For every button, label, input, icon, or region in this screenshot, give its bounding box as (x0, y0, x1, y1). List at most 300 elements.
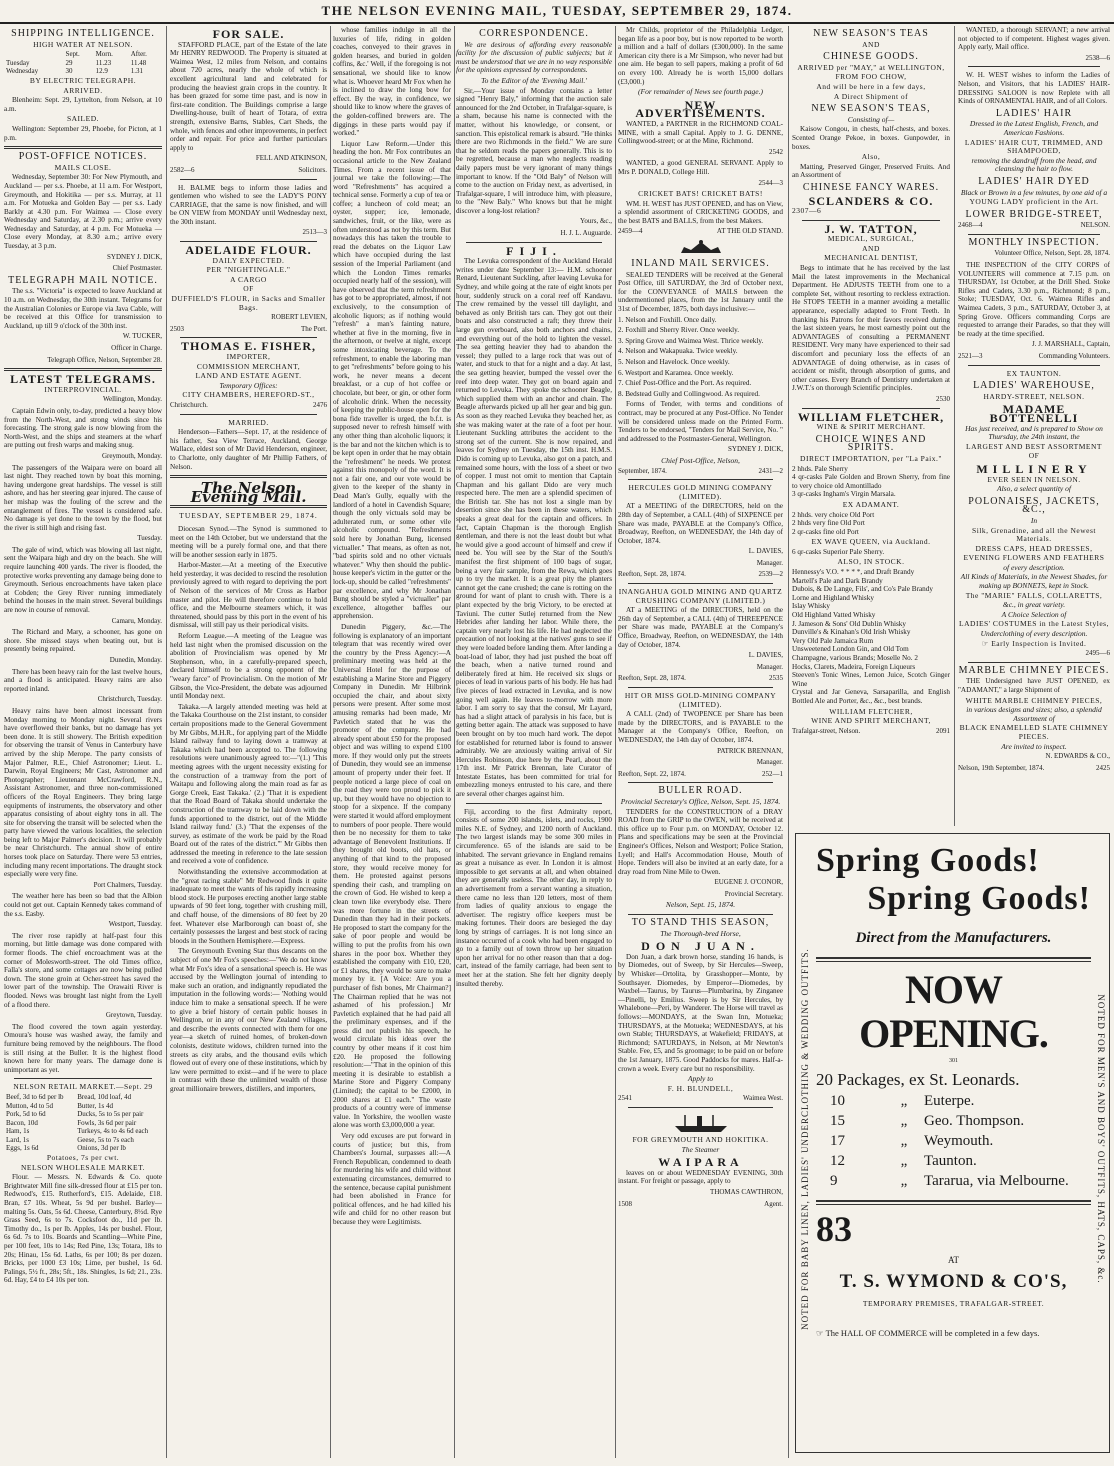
paper-title: The Nelson Evening Mail. (190, 479, 307, 506)
latest-telegrams-heading: LATEST TELEGRAMS. (10, 372, 156, 387)
divider (628, 687, 773, 688)
telegram-text: The gale of wind, which was blowing all last night, sent the Waipara high and dry on the beach. She will require launching 400 yards. The river is flooded, the protective works preventing any damage being done to Greymouth. Serious encroachments have taken place at Cobden; the Grey River running immediately behind the houses in the main street. Several buildings are now in course of removal. (4, 545, 162, 615)
sailed-text: Wellington: September 29, Phoebe, for Picton, at 1 p.m. (4, 124, 162, 142)
column-5 (618, 26, 783, 1456)
fisher-heading: THOMAS E. FISHER, (180, 339, 317, 354)
ad-place: NELSON. (1080, 221, 1110, 230)
fisher-line: LAND AND ESTATE AGENT. (195, 371, 302, 381)
telegram-text: Captain Edwin only, to-day, predicted a heavy blow from the North-West, and strong winds since his forecasting. The strong gale is now blowing from the North-West, and the ships and steamers at the wharf are putting out fresh warps and making snug. (4, 406, 162, 450)
sclanders-name: SCLANDERS & CO. (808, 193, 934, 208)
west-line: YOUNG LADY proficient in the Art. (969, 197, 1099, 207)
divider (180, 414, 317, 415)
column-rule (454, 26, 455, 1458)
bott-line: LARGEST AND BEST ASSORTMENT (966, 441, 1102, 451)
tide-table (4, 50, 162, 76)
price-cell: Bread, 10d loaf, 4d (77, 1092, 132, 1101)
wine-list: 6 qr-casks Superior Pale Sherry. (792, 547, 885, 556)
signature: Yours, &c., (580, 217, 612, 226)
ditto-mark: „ (900, 1093, 908, 1109)
inland-text: SEALED TENDERS will be received at the General Post Office, till SATURDAY, the 3rd of October next, for the CONVEYANCE of MAILS between the undermentioned places, from the 1st January until the 31st of December, 1875, both days inclusive:— (618, 270, 783, 314)
wholesale-market-heading: NELSON WHOLESALE MARKET. (20, 1162, 145, 1172)
balme-notice: H. BALME begs to inform those ladies and gentlemen who wished to see the LADY'S PONY CARRIAGE, that the same is now finished, and will be ON VIEW from MONDAY until Wednesday next, the 30th instant. (170, 183, 327, 226)
price-cell: Fowls, 3s 6d per pair (77, 1118, 137, 1127)
hit-or-miss-text: A CALL (2nd) of TWOPENCE per Share has been made by the DIRECTORS, and is PAYABLE to the Manager at the Company's Office, Reefton, on WEDNESDAY, the 14th day of October, 1874. (618, 710, 783, 744)
warehouse-heading: LADIES' WAREHOUSE, (973, 380, 1095, 392)
fletcher-ex: EX WAVE QUEEN, via Auckland. (811, 537, 931, 547)
fisher-line: COMMISSION MERCHANT, (196, 361, 301, 371)
price-cell: Ducks, 5s to 5s per pair (77, 1110, 144, 1119)
editorial-paragraph: Reform League.—A meeting of the League was held last night when the promised discussion on the abolition of Provincialism was opened by Mr Stephenson, who, in a carefully-prepared speech, declared himself to be a strong opponent of the "weary farce" of Provincialism. On the motion of Mr Gibson, the Vice-President, the debate was adjourned until Monday next. (170, 632, 327, 701)
greymouth-sub: The Steamer (681, 1144, 720, 1154)
tide-cell: 12.9 (95, 67, 108, 76)
news-paragraph: Mr Childs, proprietor of the Philadelphia Ledger, began life as a poor boy, but is now reported to be worth a million and a half of dollars (£300,000). In the same American city there is a Mr Simpson, who never had but one aim. He began to sell papers, making a profit of 6d on every 100. Already he is worth 15,000 dollars (£3,000.) (618, 26, 783, 86)
adelaide-cargo: OF (243, 284, 254, 294)
price-cell: Butter, 1s 4d (77, 1101, 113, 1110)
tide-cell: 1.31 (130, 67, 143, 76)
ad-number: 2495—6 (1085, 649, 1110, 658)
buller-text: TENDERS for the CONSTRUCTION of a DRAY ROAD from the GRIP to the OWEN, will be received at this office up to Four p.m. on MONDAY, October 12. Plans and specifications may be seen at the Provincial Engineer's Offices, Nelson and Westport; Police Station, Lyell; and Hall's Accommodation House, Mouth of Hope. Tenders will also be invited at an early date, for a dray road from Nine Mile to Owen. (618, 807, 783, 876)
crown-emblem-icon (676, 238, 726, 256)
telegram-text: The flood covered the town again yesterday. Omoura's house was washed away, the family and furniture being removed by the neighbours. The flood is still rising at the Buller. It is the highest flood known here for many years. The damage done is unimportant as yet. (4, 1022, 162, 1074)
ad-footer (618, 1200, 783, 1209)
signature: Nelson, 19th September, 1874. (958, 763, 1045, 772)
hall-note (816, 1328, 1091, 1338)
ad-footer (958, 352, 1110, 361)
ad-footer (618, 570, 783, 579)
column-rule (330, 26, 331, 1458)
list-item: 2. Foxhill and Sherry River. Once weekly. (618, 326, 740, 335)
tide-cell: Tuesday (6, 58, 30, 67)
masthead (0, 2, 1114, 24)
package-count: 15 (830, 1113, 845, 1129)
new-advertisements-heading: NEW ADVERTISEMENTS. (635, 97, 766, 121)
signature: Apply to (687, 1074, 714, 1084)
signature: Reefton, Sept. 28, 1874. (618, 570, 686, 579)
bott-line: &c., in great variety. (1002, 600, 1066, 610)
bott-line: DRESS CAPS, HEAD DRESSES, (975, 543, 1093, 553)
direct-from-manufacturers: Direct from the Manufacturers. (855, 930, 1052, 946)
teas-line: A Direct Shipment of (833, 91, 909, 101)
spring-goods-advert (795, 833, 1110, 1453)
editorial-paragraph: Notwithstanding the extensive accommodation at the "great racing stable" Mr Redwood finds it quite inadequate to meet the wants of his rapidly increasing blood stock. He purposes erecting another large stable upwards of 90 feet long, together with crushing mill, and chaff house, of the dimensions of 80 feet by 20 feet. Whatever else Marlborough can boast of, she certainly possesses the largest and best stock of racing bloods in the Southern Hemisphere.—Express. (170, 868, 327, 945)
bott-line: The "MARIE" FALLS, COLLARETTS, (965, 590, 1103, 600)
vertical-banner-right: NOTED FOR MEN'S AND BOYS' OUTFITS, HATS, CAPS, &c. (1096, 994, 1106, 1284)
teas-items: Kaisow Congou, in chests, half-chests, and boxes. Scented Orange Pekoe, in boxes. Gunpowder, in boxes. (792, 125, 950, 151)
telegram-text: Heavy rains have been almost incessant from Monday morning to Monday night. Several rivers have overflowed their banks, but no damage has yet been done. It is still showery. The British expedition for observing the transit of Venus in Canterbury have arrived by the ship Merope. The party consists of Major Palmer, R.E., Chief Astronomer; Lieut. L. Darwin, Royal Engineers; Mr Cast, Astronomer and Photographer; Lieutenant McCrawford, R.N., Assistant Astronomer, and three non-commissioned officers of the Royal Engineers. They bring large equipments of instruments, the observatory and other apparatus consisting of about eighty tons in all. The site for observing the transit will be selected when the party have viewed the various localities, the selection being left to Major Palmer's decision. It will probably be near Christchurch. The annual show of entire horses took place on Saturday. There were 53 entries, including many recent importations. The draught stock especially were very fine. (4, 706, 162, 879)
ad-footer (618, 770, 783, 779)
editorial-paragraph: Liquor Law Reform.—Under this heading the hon. Mr Fox contributes an occasional article to the New Zealand Times. From a recent issue of that journal we take the following:—The word "Refreshments" has acquired a technical sense. Formerly a cup of tea or coffee; a luncheon of cold meat; an oyster, supper; ice, lemonade, sandwiches, fruit, or the like, were as often understood as not by this term. But nowadays this has taken the trouble to read the debates on the Liquor Law which have occupied during the last session of the Imperial Parliament (and which the London Times remarks occupied nearly half of the session), will have observed that the term refreshment has got to be appropriated, almost, if not exclusively, to the consumption of alcoholic liquors; as if nothing would "refresh" a man's fainting nature, whether at five in the morning, five in the afternoon, or twelve at night, except some intoxicating beverage. To the refreshment, to enable the laboring man to get "refreshments" before going to his work, he never means a decent breakfast, or a cup of hot coffee or chocolate, but beer, or gin, or other form of alcoholic drink. When the necessity of keeping the public-house open for the bona fide traveller is urged, the b.f.t. is supposed never to refresh himself with any other thing than alcoholic liquors; it is the bar and not the kitchen which is to be kept open in order that he may obtain the "refreshment" he needs. We protest against this monopoly of the word. It is not a fair one, and our vote would be given to the keeper of the shanty in Dead Man's Gully, equally with the landlord of a hotel in Cavendish Square; though the only victuals sold may be adulterated rum, or some other vile alcoholic compound. "Refreshments sold here by Jonathan Bung, licensed victualler." That means, as often as not, "bad spirits sold and no other victuals whatever." Why then should the public-house keeper's victim in the gutter or the lock-up, should be called "refreshments" par excellence, and why Mr Jonathan Bung should be styled a "victualler" par excellence, altogether baffles our apprehension. (333, 139, 451, 621)
ad-number: 2091 (936, 726, 950, 735)
bott-line: Silk, Grenadine, and all the Newest Materials. (972, 525, 1096, 544)
ad-number: 2425 (1096, 763, 1110, 772)
signature: Solicitors. (298, 165, 327, 174)
tatton-text: Begs to intimate that he has received by the last Mail the latest improvements in the Mechanical Department. He ADJUSTS TEETH from one to a complete Set, without resorting to reckless extraction. He STOPS TEETH in a manner avoiding a metallic appearance, especially adapted to Front Teeth. In thanking his Patrons for their favors received during the last sixteen years, he most earnestly point out the ADVANTAGES of consulting a PERMANENT RESIDENT. Very many have experienced to their sad discomfort and pecuniary loss the effects of an ADVANTAGE of doing otherwise, as in cases of accident or misfit, through absorption of gums, and other causes. Every Branch of Dentistry undertaken at J.W.T.'s on thorough Scientific principles. (792, 264, 950, 393)
west-line: Dressed in the Latest English, French, and American Fashions. (969, 119, 1099, 137)
signature: Nelson, Sept. 15, 1874. (665, 900, 736, 910)
telegraph-mail-text: The s.s. "Victoria" is expected to leave Auckland at 10 a.m. on Wednesday, the 30th instant. Telegrams for the Australian Colonies or Europe via Java Cable, will be received at this Office for transmission to Auckland, up till 9 o'clock of the 30th inst. (4, 287, 162, 330)
divider (628, 479, 773, 480)
stand-sub: The Thorough-bred Horse, (660, 928, 741, 938)
tatton-sub: AND (862, 243, 880, 253)
packages-line: 20 Packages, ex St. Leonards. (816, 1070, 1020, 1089)
correspondence-to: To the Editor of the 'Evening Mail.' (481, 75, 587, 85)
signature: Trafalgar-street, Nelson. (792, 726, 861, 735)
ditto-mark: „ (900, 1113, 908, 1129)
bott-line: All Kinds of Materials, in the Newest Shades, for making up BONNETS, kept in Stock. (960, 572, 1108, 591)
adelaide-per: PER "NIGHTINGALE." (206, 265, 291, 275)
bott-line: In (1030, 515, 1038, 525)
ship-row (830, 1113, 1091, 1130)
telegram-text: The river rose rapidly at half-past four this morning, but little damage was done compared with former floods. The chief encroachment was at the corner of Molesworth-street. The old Times office, Falla's store, and some cottages are now being pulled down. The stone groin at Ocher-street has saved the lower part of the township. The Orawaiti River is flooded. News was brought last night from the Lyell of a flood there. (4, 931, 162, 1009)
inspection-text: THE INSPECTION of the CITY CORPS of VOLUNTEERS will commence at 7.15 p.m. on THURSDAY, 1st October, at the Drill Shed. Stoke Rifles and Cadets, 3.30 p.m., Richmond; 8 p.m., Stoke; TUESDAY, Oct. 6. Waimea Rifles and Waimea Cadets, 3 p.m., SATURDAY, October 3, at Spring Grove. Officers commanding Corps are requested to arrange their Parades, so that they will be ready at the time specified. (958, 261, 1110, 338)
ad-number: 2535 (769, 674, 783, 683)
west-heading: LADIES' HAIR (995, 107, 1073, 119)
sailed-heading: SAILED. (66, 114, 100, 124)
list-item: 6. Westport and Karamea. Once weekly. (618, 368, 734, 377)
stand-text: Don Juan, a dark brown horse, standing 16 hands, is by Diomedes, out of Sweep, by Sir Hercules—Sweep, by Whisker—Ortolita, by Grasshopper—Monte, by Southsayer. Diomedes, by Emperor—Diomedes, by Waxbel—Taurus, by Taurus—Plumbarina, by Zinganee—Pinelli, by Emilius. Sweep is by Sir Hercules, by Whalebone—Peri, by Wanderer. The Horse will travel as follows:—MONDAYS, at the Swan Inn, Motueka; THURSDAYS, at the Motueka; WEDNESDAYS, at his own Stable; THURSDAYS, at Wakefield; FRIDAYS, at Richmond; SATURDAYS, in Nelson, at Mr Newton's Stable. Fee, £5, and 5s groomage; to be paid on or before the 1st January, 1875. Good Paddocks for mares. Half-a-crown a week. Every care but no responsibility. (618, 952, 783, 1073)
signature: F. H. BLUNDELL, (667, 1083, 734, 1093)
steamer-name: WAIPARA (658, 1155, 743, 1170)
mails-text: Wednesday, September 30: For New Plymouth, and Auckland — per s.s. Phoebe, at 11 a.m. For Westport, Greymouth, and Hokitika — per s.s. Murray, at 11 a.m. For Motueka and Golden Bay — per s.s. Lady Barkly at 4.30 p.m. For Waimea — Close every Wednesday and Saturday, at 2.30 p.m.; arrive every Wednesday and Saturday, at 4 p.m. For Motueka — Close every Monday, at 8.30 a.m.; arrive every Tuesday, at 3 p.m. (4, 173, 162, 251)
now-opening: NOW OPENING. (859, 967, 1048, 1056)
tide-col: Sept. (65, 50, 80, 59)
small-number: 301 (949, 1058, 958, 1064)
editorial-paragraph: Harbor-Master.—At a meeting of the Executive held yesterday, it was decided to rescind the resolution previously agreed to with regard to depriving the port of Nelson of the services of Mr Cross as Harbor master and pilot. He will therefore continue to hold office, and the Melbourne steamers which, it was threatened, should pass by this port in the event of his dismissal, will still pay us their periodical visits. (170, 561, 327, 630)
adelaide-body: DUFFIELD'S FLOUR, in Sacks and Smaller Bags. (171, 294, 326, 312)
ship-row (830, 1133, 1091, 1150)
teas-line: Also, (861, 152, 881, 162)
hercules-heading: HERCULES GOLD MINING COMPANY (LIMITED). (628, 483, 773, 501)
ad-text: WANTED, a good GENERAL SERVANT. Apply to Mrs P. DONALD, College Hill. (618, 159, 783, 176)
ship-row (830, 1173, 1091, 1190)
ad-footer (170, 401, 327, 410)
arrived-text: Blenheim: Sept. 29, Lyttelton, from Nelson, at 10 a.m. (4, 96, 162, 113)
ship-row (830, 1153, 1091, 1170)
tatton-sub: MECHANICAL DENTIST, (824, 253, 918, 263)
column-rule (954, 26, 955, 826)
hall-note-text: The HALL OF COMMERCE will be completed in a few days. (825, 1328, 1040, 1338)
marble-line: WHITE MARBLE CHIMNEY PIECES, (965, 695, 1103, 705)
ad-number: 1508 (618, 1199, 632, 1208)
bott-line (958, 640, 1110, 649)
package-count: 17 (830, 1133, 845, 1149)
bott-line: Underclothing of every description. (980, 629, 1088, 639)
tide-heading: HIGH WATER AT NELSON. (33, 39, 133, 49)
column-3 (333, 26, 451, 1456)
ad-number: 2459—4 (618, 227, 643, 236)
telegram-text: The Richard and Mary, a schooner, has gone on shore. She missed stays when beating out, but is presently being repaired. (4, 628, 162, 654)
servant-ad: WANTED, a thorough SERVANT; a new arrival not objected to if competent. Highest wages given. Apply early, Mail office. (958, 26, 1110, 52)
dateline: Tuesday. (137, 534, 162, 543)
inland-list (618, 316, 783, 399)
greymouth-text: leaves on or about WEDNESDAY EVENING, 30th instant. For freight or passage, apply to (618, 1168, 783, 1186)
ad-footer (958, 764, 1110, 773)
telegram-text: The passengers of the Waipara were on board all last night. They reached town by boat this morning, having undergone great hardships. The vessel is still ashore, and has her steering gear injured. The cause of her mishap was the fouling of the screw and the entanglement of fires. The vessel is considered safe. No damage is yet done to the town by the flood, but the river is still high and rising fast. (4, 463, 162, 532)
list-item: 5. Nelson and Havelock. Once weekly. (618, 358, 730, 366)
divider (4, 146, 162, 149)
fletcher-sub: WINE & SPIRIT MERCHANT. (816, 422, 926, 432)
telegram-text: There has been heavy rain for the last twelve hours, and a flood is anticipated. Heavy rains are also reported inland. (4, 667, 162, 693)
shipping-heading: SHIPPING INTELLIGENCE. (11, 28, 155, 39)
dateline: Wellington, Monday. (102, 395, 162, 404)
ad-number: 2541 (618, 1094, 632, 1103)
divider (628, 1107, 773, 1108)
retail-market-heading: NELSON RETAIL MARKET.—Sept. 29 (13, 1082, 153, 1092)
ad-place: AT THE OLD STAND. (716, 227, 783, 236)
ex-taunton: EX TAUNTON. (1006, 368, 1062, 378)
teas-and: AND (862, 39, 880, 49)
ad-footer (618, 467, 783, 476)
pointing-hand-icon: ☞ (816, 1328, 826, 1338)
column-rule (788, 26, 789, 1458)
ship-name: Taunton. (924, 1153, 977, 1169)
tide-cell: 11.23 (95, 58, 112, 67)
telegraph-heading: BY ELECTRIC TELEGRAPH. (29, 75, 137, 85)
divider (628, 583, 773, 584)
for-sale-text: STAFFORD PLACE, part of the Estate of the late Mr HENRY REDWOOD. The Property is situated at Waimea West, 12 miles from Nelson, and contains about 720 acres, nearly the whole of which is excellent agricultural land and celebrated for producing the heaviest grain crops in the country. It has been grazed for some time past, and is now in first-rate condition. The Buildings comprise a large Dwelling-house, built of heart of Totara, of extra strength, extensive Barns, Stables, Cart Sheds, the whole, with fences and other improvements, in perfect order and repair. For price and further particulars apply to (170, 40, 327, 152)
bott-line: of every description. (1003, 562, 1065, 572)
divider (968, 662, 1100, 663)
news-note: (For remainder of News see fourth page.) (638, 87, 763, 97)
tide-col: Morn. (95, 50, 113, 59)
fletcher-ex: EX ADAMANT. (842, 499, 900, 509)
mails-close-heading: MAILS CLOSE. (54, 162, 112, 172)
package-count: 9 (830, 1173, 838, 1189)
ditto-mark: „ (900, 1153, 908, 1169)
teas-line: Consisting of— (847, 114, 895, 124)
post-office-heading: POST-OFFICE NOTICES. (18, 151, 148, 163)
west-line: LOWER BRIDGE-STREET, (965, 208, 1103, 220)
teas-line: CHINESE FANCY WARES. (802, 181, 940, 193)
fiji-text: The Levuka correspondent of the Auckland Herald writes under date September 13:— H.M. schooner Renard, Lieutenant Suckling, after leaving Levuka for Sydney, and while going at the rate of eight knots per hour, suddenly struck on a coral reef off Kandavu. The crew remained by the vessel till daylight, and behaved as only British tars can. They got out their boats and also constructed a raft; they threw their large gun overboard, also both anchors and chains, and everything out of the hold to lighten the vessel. The sea getting heavier they had to abandon the vessel; they pulled to a large rock that was out of water, and stuck to that for a night and a day. At last, the sea getting heavier, bumped the vessel over the reef into deep water. They got on board again and returned to Levuka. They spoke the schooner Beagle, which supplied them with an anchor and chain. The Beagle afterwards picked up all her gear and big gun. As soon as they reached Levuka they beached her, as she was making water at the rate of a foot per hour. Lieutenant Suckling attributes the accident to the strong set of the current. She is now repaired, and leaves for Sydney on Tuesday, the 15th inst. H.M.S. Dido is coming up to Levuka, also got on a patch, and remained some hours, with the loss of a sheet or two of copper. I must not omit to mention that Captain Chapman and his gallant Dido are very much respected here. The men are a splendid specimen of the British tar. She has not lost a single man by desertion since she has been in these waters, which speaks a great deal for the captain and officers. In fact, Captain Chapman is the thorough English gentleman, and there is not the least doubt but what he would give a good account of himself and crew if need be. You will see by the Star of the South's manifest the first shipment of 100 bags of sugar, being a very fair sample, from the Rewa, which goes up to try the market. It is a great pity the planters cannot get the cane crushed; the cane is rotting on the ground for want of plant to crush with. There is a plant expected by the brig Victory, to be erected at Taviuni. The cutter Sutlej returned from the New Hebrides after landing her labor. While there, the captain very nearly lost his life. He had neglected the precaution of not looking at the natives' guns to see if they were loaded before landing them. After landing a boat-load of labor, they had just pushed the boat off the beach, when a native turned round and deliberately fired at him. He received six slugs or pieces of lead in various parts of his body. He has had five pieces of lead extracted in Levuka, and is now going well again. He leaves to-morrow with more labor. I am sorry to say that the consul, Mr Layard, has had a slight attack of paralysis in his face, but is getting better again. The attack was supposed to have been brought on by too much hard work. The depot for established for returned labor is found to answer admirably. We are anxiously waiting arrival of Sir Hercules Robinson, due here by the Pearl, about the 17th inst. Mr Patrick Brennan, late Curator of Intestate Estates, has been committed for trial for embezzling moneys entrusted to his care, and there are several other charges against him. (456, 257, 612, 799)
signature: H. J. L. Auguarde. (560, 229, 612, 238)
paper-date: TUESDAY, SEPTEMBER 29, 1874. (179, 511, 318, 521)
marble-line: BLACK ENAMELLED SLATE CHIMNEY PIECES. (959, 723, 1109, 741)
price-cell: Ham, 1s (6, 1127, 30, 1136)
dateline: Port Chalmers, Tuesday. (93, 880, 162, 889)
ad-number: 2582—6 (170, 165, 195, 174)
ad-number: 2431—2 (758, 466, 783, 475)
divider (816, 1200, 1091, 1205)
divider (14, 1078, 152, 1079)
retail-table (4, 1093, 162, 1153)
column-2 (170, 26, 327, 1456)
bott-early: Early Inspection is Invited. (991, 638, 1087, 648)
list-item: 8. Bedstead Gully and Collingwood. As required. (618, 389, 760, 398)
interprovincial-heading: INTERPROVINCIAL. (44, 384, 122, 394)
signature: W. TUCKER, (122, 332, 162, 341)
price-cell: Pork, 5d to 6d (6, 1110, 46, 1119)
price-cell: Bacon, 10d (6, 1118, 38, 1127)
signature: ROBERT LEVIEN, (271, 313, 327, 322)
inspection-sub: Volunteer Office, Nelson, Sept. 28, 1874. (994, 249, 1110, 258)
greymouth-heading: FOR GREYMOUTH AND HOKITIKA. (632, 1134, 769, 1144)
divider (802, 220, 940, 221)
inland-mail-heading: INLAND MAIL SERVICES. (631, 258, 770, 270)
dateline: Westport, Tuesday. (108, 920, 162, 929)
wymond-name: T. S. WYMOND & CO'S, (839, 1271, 1068, 1292)
list-item: 7. Chief Post-Office and the Port. As required. (618, 379, 752, 388)
signature: L. DAVIES, (748, 651, 783, 660)
stand-heading: TO STAND THIS SEASON, (631, 917, 770, 929)
signature: SYDNEY J. DICK, (728, 445, 783, 454)
editorial-paragraph: Very odd excuses are put forward in courts of justice; but this, from Chambers's Journal, surpasses all:—A French Republican, condemned to death for murdering his wife and child without extenuating circumstances, demurred to the sentence, because capital punishment had been abolished in France for political offences, and he had killed his wife and child for no other reason but because they were Legitimists. (333, 1132, 451, 1226)
fisher-line: Christchurch. (170, 400, 208, 409)
tide-cell: 30 (65, 67, 73, 76)
price-cell: Beef, 3d to 6d per lb (6, 1092, 64, 1101)
adelaide-cargo: A CARGO (230, 274, 267, 284)
bott-line: OF (1028, 451, 1040, 461)
teas-heading: NEW SEASON'S TEAS (813, 28, 929, 39)
price-cell: Onions, 3d per lb (77, 1144, 126, 1153)
bott-line: A Choice Selection of (1001, 609, 1067, 619)
tide-col: After. (130, 50, 147, 59)
divider (180, 337, 317, 338)
inland-text: Forms of Tender, with terms and conditions of contract, may be procured at any Post-Office. No Tender will be considered unless made on the Printed Form. Tenders to be endorsed, "Tenders for Mail Service, No. " and addressed to the Postmaster-General, Wellington. (618, 400, 783, 443)
editorial-paragraph: whose families indulge in all the luxuries of life, riding in golden coaches, conveyed to their graves in golden hearses, and buried in golden coffins, &c.' Well, if the foregoing is not sensational, we should like to know what is. Whoever heard Mr Fox when he is inclined to draw the long bow for effect. By the way, in confidence, we should like to know where the graves of the golden-coffined brewers are. The diggings in these parts would pay if worked." (333, 26, 451, 138)
ad-footer (170, 166, 327, 175)
signature: Commanding Volunteers. (1038, 352, 1110, 360)
fiji-text: Fiji, according to the first Admiralty report, consists of some 200 islands, islets, and rocks, 1900 miles N.E. of Sydney, and 1200 north of Auckland. The two largest islands may be some 300 miles in circumference. 65 of the islands are said to be inhabited. The servant grievance in England remains as great a nuisance as ever. In London it is almost impossible to get servants at all, and when obtained they are generally useless. The other day, in reply to an advertisement from a servant wanting a situation, there came no less than 120 letters, most of them from ladies of quality anxious to engage the advertiser. The registry office keepers must be making fortunes. Their doors are besieged the day long by strings of carriages. It is not long since an instance occurred of a cook who had been engaged to go to a family out of town throw up her situation upon her arrival for no other reason than that a dog-cart, instead of the family carriage, had been sent to meet her at the station. She felt her dignity deeply insulted thereby. (456, 807, 612, 988)
divider (466, 803, 602, 804)
fletcher-direct: DIRECT IMPORTATION, per "La Paix." (800, 453, 942, 463)
inspection-heading: MONTHLY INSPECTION. (968, 236, 1100, 248)
for-sale-heading: FOR SALE. (212, 27, 285, 41)
ad-footer (792, 727, 950, 736)
steamer-icon (671, 1112, 731, 1134)
price-cell: Eggs, 1s 6d (6, 1144, 39, 1153)
ad-number: 2503 (170, 324, 184, 333)
ship-name: Tararua, via Melbourne. (924, 1173, 1069, 1189)
signature: PATRICK BRENNAN, (717, 746, 783, 755)
spring-title: Spring Goods! (867, 880, 1091, 917)
pointing-hand-icon: ☞ (981, 638, 992, 648)
masthead-title: THE NELSON EVENING MAIL, TUESDAY, SEPTEMBER 29, 1874. (321, 3, 793, 18)
signature: WINE AND SPIRIT MERCHANT, (811, 716, 931, 726)
tide-cell: 29 (65, 58, 73, 67)
divider (628, 914, 773, 915)
package-count: 12 (830, 1153, 845, 1169)
teas-line: ARRIVED per "MAY," at WELLINGTON, (797, 62, 945, 72)
signature: Chief Postmaster. (112, 264, 162, 273)
teas-line: NEW SEASON'S TEAS, (811, 103, 931, 115)
ad-number: 2530 (936, 394, 950, 403)
bott-line: Also, a select quantity of (997, 484, 1071, 494)
ad-number: 2468—4 (958, 221, 983, 230)
ad-footer (170, 325, 327, 334)
signature: FELL AND ATKINSON, (255, 154, 327, 163)
divider (968, 66, 1100, 67)
ad-footer (618, 674, 783, 683)
dateline: Greymouth, Monday. (101, 451, 162, 460)
signature: Telegraph Office, Nelson, September 28. (47, 355, 162, 364)
signature: Manager. (756, 558, 783, 567)
price-cell: Lard, 1s (6, 1135, 29, 1144)
ad-number: 2544—3 (758, 178, 783, 187)
warehouse-sub: HARDY-STREET, NELSON. (983, 391, 1085, 401)
marble-text: THE Undersigned have JUST OPENED, ex "ADAMANT," a large Shipment of (958, 677, 1110, 694)
chinese-goods-heading: CHINESE GOODS. (823, 51, 919, 63)
west-line: removing the dandruff from the head, and cleansing the hair to flow. (971, 155, 1097, 174)
column-4 (456, 26, 612, 1456)
fisher-line: IMPORTER, (226, 352, 271, 361)
marble-heading: MARBLE CHIMNEY PIECES. (958, 664, 1110, 676)
ditto-mark: „ (900, 1133, 908, 1149)
big-number: 83 (816, 1209, 852, 1249)
potatoes-price: Potatoes, 7s per cwt. (46, 1153, 120, 1163)
column-6 (792, 26, 950, 826)
price-cell: Mutton, 4d to 5d (6, 1101, 54, 1110)
signature: Officer in Charge. (111, 344, 162, 352)
fletcher-also: ALSO, IN STOCK. (837, 557, 905, 567)
signature: Agent. (764, 1199, 783, 1208)
tide-cell: Wednesday (6, 67, 39, 76)
ad-footer (618, 1094, 783, 1103)
signature: Reefton, Sept. 22, 1874. (618, 769, 686, 778)
signature: The Port. (300, 324, 327, 333)
fiji-heading: FIJI. (506, 243, 562, 258)
wine-list: 2 hhds. Pale Sherry 4 qr-casks Pale Golden and Brown Sherry, from fine to very choice old Amontillado 3 qr-casks Ingham's Virgin Marsala. (792, 464, 950, 499)
divider (802, 408, 940, 409)
signature: Manager. (756, 662, 783, 671)
column-1 (4, 26, 162, 1456)
ad-number: 2513—3 (302, 228, 327, 237)
bott-line: EVER SEEN IN NELSON. (987, 474, 1081, 484)
bott-line: POLONAISES, JACKETS, &C., (968, 495, 1100, 516)
ad-text: WANTED, a PARTNER in the RICHMOND COAL-MINE, with a small Capital. Apply to J. G. DENNE, Collingwood-street; or at the Mine, Richmond. (618, 119, 783, 146)
marble-line: in various designs and sizes; also, a splendid Assortment of (966, 705, 1102, 723)
tide-cell: 11.48 (130, 58, 147, 67)
editorial-paragraph: Takaka.—A largely attended meeting was held at the Takaka Courthouse on the 21st instant, to consider certain propositions made to the General Government by Mr Gibbs, M.H.R., for applying part of the Middle Island railway fund to laying down a tramway at Takaka which had been accepted to. The following resolutions were unanimously agreed to:—"(1.) 'This meeting agrees with the urgent necessity existing for the construction of a tramway from the port of Waitapu and following along the main road as far as Gorge Creek, East Takaka.' (2.) 'That it is expedient that the Road Board of Takaka should undertake the construction of the tramway to be laid down with the funds apportioned to the district, out of the Middle Island railway fund.' (3.) 'That the expenses of the survey, as estimate of the work be paid by the Road Board out of the rates of the district.'" Mr Gibbs then addressed the meeting in reference to the late session and received a vote of confidence. (170, 702, 327, 866)
millinery-heading: MILLINERY (976, 461, 1092, 476)
signature: L. DAVIES, (748, 547, 783, 556)
west-line: Black or Brown in a few minutes, by one aid of a (960, 187, 1108, 197)
dateline: Camaru, Monday. (111, 616, 162, 625)
at-label: AT (948, 1255, 959, 1265)
list-item: 4. Nelson and Wakapuaka. Twice weekly. (618, 347, 738, 356)
fisher-line: Temporary Offices: (219, 380, 278, 390)
signature: EUGENE J. O'CONOR, (714, 878, 783, 887)
telegraph-mail-heading: TELEGRAPH MAIL NOTICE. (8, 274, 158, 286)
editorial-paragraph: The Greymouth Evening Star thus descants on the subject of one Mr Fox's speeches:—"We do not know what Mr Fox's idea of a sensational speech is. He was accused by the Wellington journal of intending to make such an oration, and indignantly repudiated the imputation in the following words:— 'Nothing would induce him to make a sensational speech. If he were to give a brief history of certain public houses in Wellington, or in any of our New Zealand villages, and describe the events connected with them for one year—a sketch of ruined homes, of broken-down colonists, destitute widows, children turned into the streets as city arabs, and the thousand evils which flowed out of every one of these institutions, which by law were permitted to exist—and if he were to place in contrast with these the unlimited wealth of those great millionaire brewers, distillers, and importers, (170, 947, 327, 1093)
editorial-paragraph: Diocesan Synod.—The Synod is summoned to meet on the 14th October, but we understand that the meeting will be a purely formal one, and that there will be another session early in 1875. (170, 524, 327, 559)
divider (968, 234, 1100, 235)
ad-number: 2307—6 (792, 206, 822, 216)
divider (170, 505, 327, 508)
married-heading: MARRIED. (228, 417, 269, 427)
ship-name: Geo. Thompson. (924, 1113, 1025, 1129)
signature: WILLIAM FLETCHER, (829, 706, 913, 716)
bott-line: Has just received, and is prepared to Show on Thursday, the 24th instant, the (965, 423, 1103, 442)
signature: September, 1874. (618, 466, 667, 475)
ad-number: 2476 (313, 400, 327, 409)
buller-road-heading: BULLER ROAD. (658, 785, 743, 797)
signature: Chief Post-Office, Nelson, (661, 455, 740, 465)
adelaide-sub: DAILY EXPECTED. (212, 255, 285, 265)
signature: Provincial Secretary. (724, 889, 783, 898)
ad-number: 2538—6 (1085, 53, 1110, 62)
divider (4, 368, 162, 371)
west-line: LADIES' HAIR CUT, TRIMMED, AND SHAMPOOED, (964, 137, 1104, 156)
horse-name: DON JUAN. (641, 939, 760, 954)
cricket-heading: CRICKET BATS! CRICKET BATS! (638, 189, 763, 199)
correspondence-note: We are desirous of affording every reasonable facility for the discussion of public subjects; but it must be understood that we are in no way responsible for the opinions expressed by correspondents. (456, 40, 612, 75)
price-cell: Turkeys, 4s to 4s 6d each (77, 1127, 149, 1136)
ad-footer (618, 227, 783, 236)
signature: Manager. (756, 758, 783, 767)
spring-body (816, 842, 1091, 1338)
ditto-mark: „ (900, 1173, 908, 1189)
